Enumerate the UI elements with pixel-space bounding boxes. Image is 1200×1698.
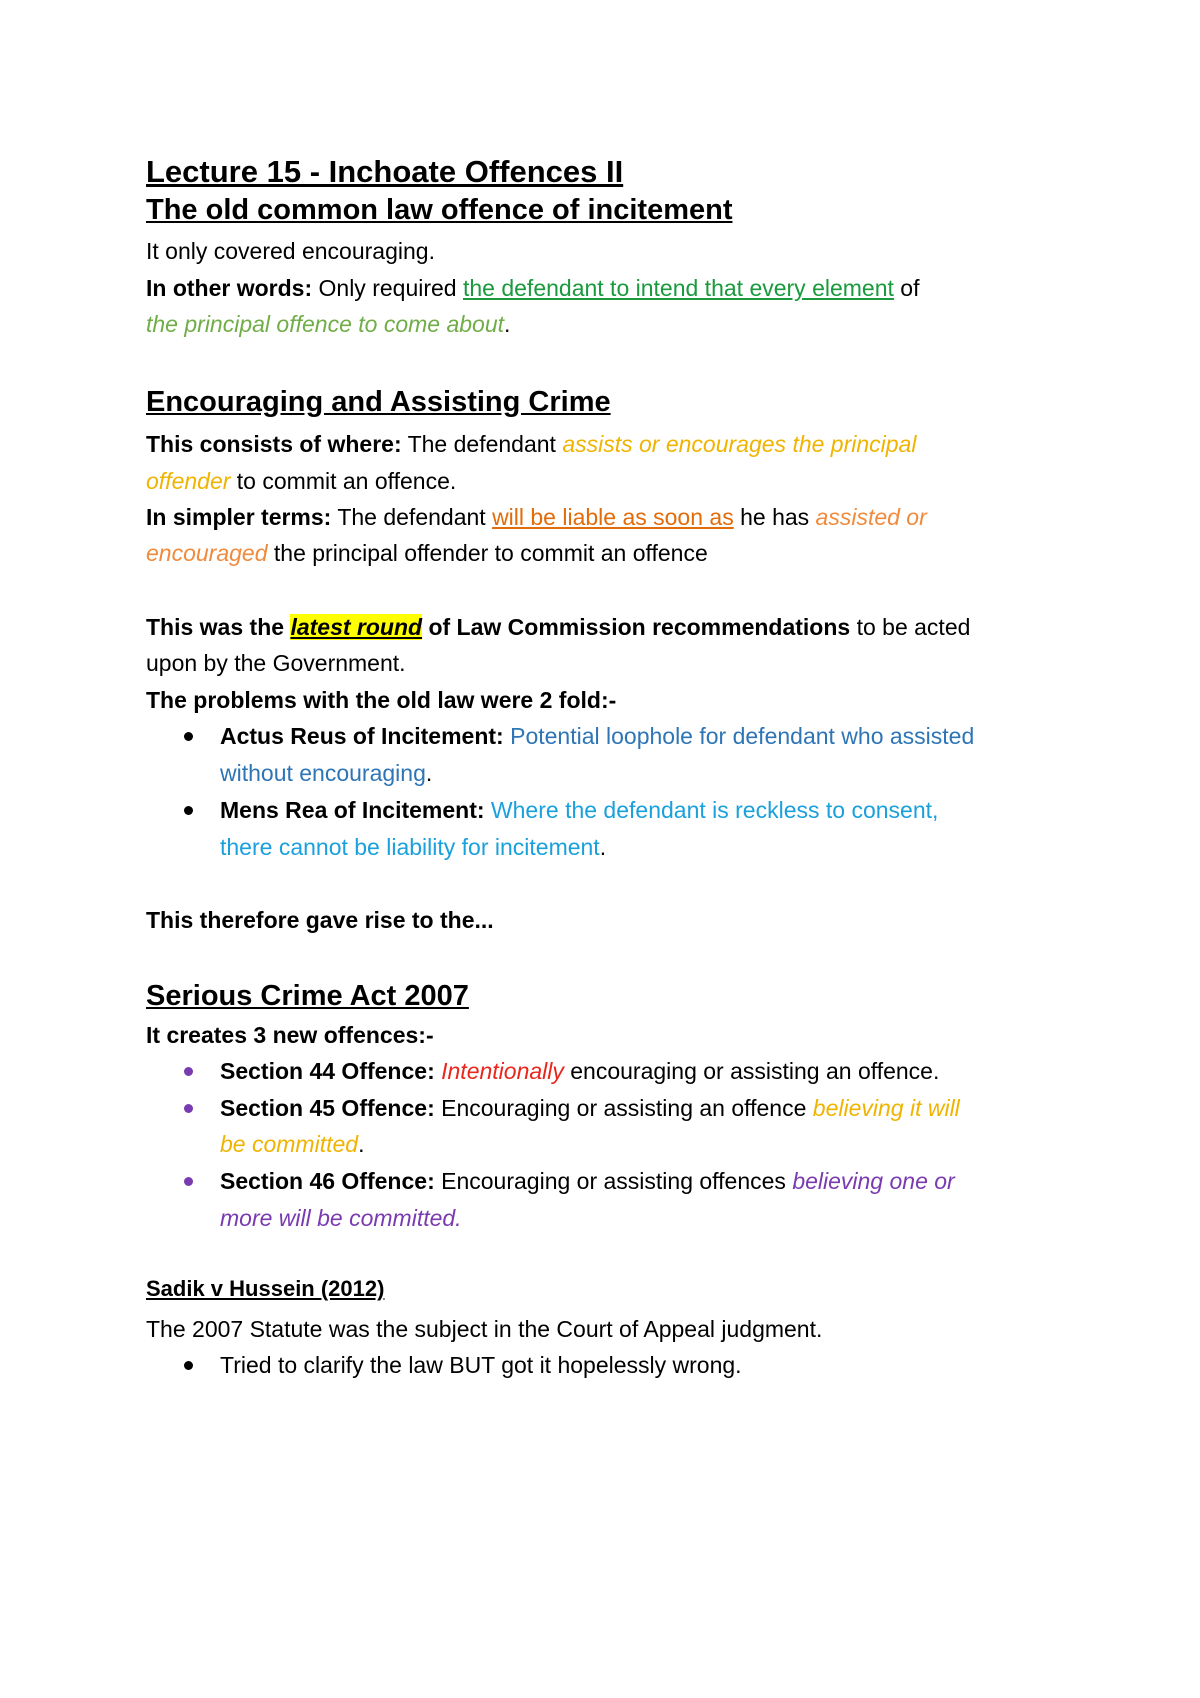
- bullet-icon: [184, 806, 193, 815]
- paragraph-latest-round-cont: upon by the Government.: [146, 650, 406, 676]
- bullet-text: [220, 1088, 960, 1128]
- text-span: Encouraging or assisting offences: [434, 1168, 793, 1194]
- label-in-other-words: In other words:: [146, 275, 313, 301]
- bullet-text: [220, 716, 974, 756]
- paragraph-consists: [146, 424, 916, 464]
- highlight-encouraged: encouraged: [146, 540, 268, 566]
- paragraph-simpler-cont: [146, 533, 708, 573]
- bullet-icon: [184, 1067, 193, 1076]
- bullet-icon: [184, 732, 193, 741]
- text-span: .: [358, 1131, 365, 1157]
- bullet-text: [220, 1161, 955, 1201]
- text-span: The defendant: [331, 504, 493, 530]
- bullet-text: [220, 1198, 462, 1238]
- label-mens-rea: Mens Rea of Incitement:: [220, 797, 485, 823]
- bullet-text: [220, 1124, 364, 1164]
- highlight-intend: the defendant to intend that every element: [462, 275, 894, 301]
- text-span: the principal offender to commit an offence: [267, 540, 708, 566]
- label-actus-reus: Actus Reus of Incitement:: [220, 723, 504, 749]
- text-span: to commit an offence.: [230, 468, 457, 494]
- paragraph-latest-round: [146, 607, 970, 647]
- highlight-offender: offender: [146, 468, 231, 494]
- paragraph-consists-cont: [146, 461, 456, 501]
- highlight-principal-offence: the principal offence to come about: [146, 311, 505, 337]
- bullet-text: [220, 827, 606, 867]
- section-heading-serious-crime: Serious Crime Act 2007: [146, 980, 469, 1012]
- text-span: .: [599, 834, 607, 860]
- highlight-believing-it-will: believing it will: [812, 1095, 960, 1121]
- highlight-loophole: Potential loophole for defendant who assisted: [503, 723, 975, 749]
- text-span: he has: [733, 504, 816, 530]
- highlight-intentionally: Intentionally: [441, 1058, 564, 1084]
- highlight-reckless: Where the defendant is reckless to consent,: [484, 797, 939, 823]
- label-section-46: Section 46 Offence:: [220, 1168, 435, 1194]
- bullet-text: [220, 790, 938, 830]
- paragraph-covered: It only covered encouraging.: [146, 238, 435, 264]
- highlight-be-committed: be committed: [220, 1131, 359, 1157]
- paragraph-problems: The problems with the old law were 2 fold:-: [146, 687, 617, 713]
- text-span: encouraging or assisting an offence.: [563, 1058, 940, 1084]
- highlight-without-encouraging: without encouraging: [220, 760, 426, 786]
- bullet-icon: [184, 1177, 193, 1186]
- paragraph-creates: It creates 3 new offences:-: [146, 1022, 434, 1048]
- bullet-icon: [184, 1104, 193, 1113]
- page-title: Lecture 15 - Inchoate Offences II: [146, 154, 624, 189]
- bullet-text: Tried to clarify the law BUT got it hopelessly wrong.: [220, 1352, 742, 1378]
- highlight-assists: assists or encourages the principal: [562, 431, 917, 457]
- label-consists: This consists of where:: [146, 431, 402, 457]
- highlight-liable: will be liable as soon as: [492, 504, 734, 530]
- paragraph-simpler: [146, 497, 927, 537]
- label-simpler: In simpler terms:: [146, 504, 332, 530]
- label-section-44: Section 44 Offence:: [220, 1058, 435, 1084]
- bullet-icon: [184, 1361, 193, 1370]
- text-span: of: [893, 275, 920, 301]
- highlight-assisted: assisted or: [815, 504, 927, 530]
- text-span: Only required: [312, 275, 463, 301]
- text-span: .: [504, 311, 511, 337]
- section-heading-incitement: The old common law offence of incitement: [146, 194, 733, 226]
- paragraph-statute: The 2007 Statute was the subject in the Court of Appeal judgment.: [146, 1316, 823, 1342]
- paragraph-other-words-cont: [146, 304, 510, 344]
- section-heading-encouraging: Encouraging and Assisting Crime: [146, 386, 611, 418]
- text-span: .: [425, 760, 433, 786]
- highlight-no-liability: there cannot be liability for incitement: [220, 834, 600, 860]
- bullet-text: [220, 753, 432, 793]
- text-span: The defendant: [401, 431, 563, 457]
- highlight-more-committed: more will be committed.: [220, 1205, 462, 1231]
- bullet-text: [220, 1051, 939, 1091]
- highlight-latest-round: latest round: [290, 614, 423, 640]
- highlight-believing-one: believing one or: [792, 1168, 955, 1194]
- case-heading: Sadik v Hussein (2012): [146, 1276, 385, 1301]
- text-span: Encouraging or assisting an offence: [434, 1095, 813, 1121]
- text-span: to be acted: [850, 614, 971, 640]
- text-span: of Law Commission recommendations: [422, 614, 851, 640]
- paragraph-gave-rise: This therefore gave rise to the...: [146, 907, 494, 933]
- paragraph-other-words: [146, 268, 919, 308]
- label-section-45: Section 45 Offence:: [220, 1095, 435, 1121]
- text-span: This was the: [146, 614, 291, 640]
